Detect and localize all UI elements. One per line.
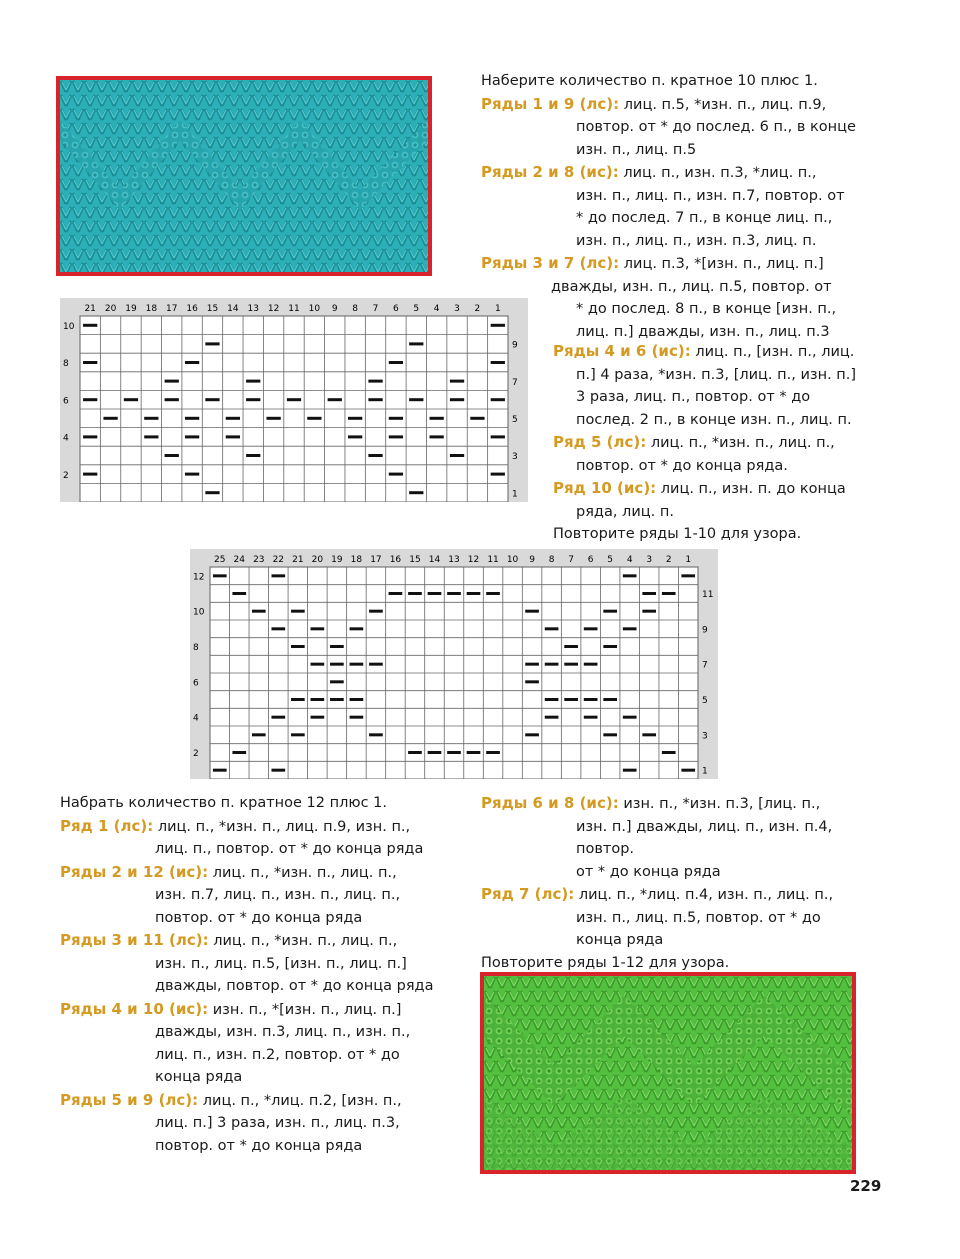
chart-column-label: 9: [331, 304, 338, 314]
purl-mark: [467, 592, 481, 595]
chart-row-label: 6: [63, 396, 69, 407]
chart-column-label: 6: [587, 555, 594, 565]
chart-column-label: 14: [428, 555, 441, 565]
chart-column-label: 15: [409, 555, 421, 565]
pattern2-repeat: Повторите ряды 1-12 для узора.: [481, 954, 730, 971]
purl-mark: [83, 398, 97, 401]
purl-mark: [291, 698, 305, 701]
pattern2-instructions-right: [481, 792, 833, 974]
chart-column-label: 15: [206, 304, 219, 314]
purl-mark: [491, 435, 505, 438]
chart-column-label: 3: [646, 555, 653, 565]
row-label: Ряды 6 и 8 (ис):: [481, 794, 619, 812]
chart-column-label: 23: [253, 555, 265, 565]
pattern1-row-1-9: [481, 93, 856, 162]
purl-mark: [350, 716, 364, 719]
chart-row-label: 1: [702, 766, 708, 777]
purl-mark: [330, 680, 344, 683]
purl-mark: [525, 610, 539, 613]
pattern1-cast-on: Наберите количество п. кратное 10 плюс 1.: [481, 73, 818, 89]
row-text: лиц. п.] дважды, изн. п., лиц. п.3: [576, 323, 830, 340]
purl-mark: [584, 627, 598, 630]
purl-mark: [232, 751, 246, 754]
purl-mark: [271, 574, 285, 577]
purl-mark: [564, 663, 578, 666]
chart-column-label: 18: [145, 304, 158, 314]
purl-mark: [450, 380, 464, 383]
purl-mark: [226, 435, 240, 438]
row-text: лиц. п.3, *[изн. п., лиц. п.]: [623, 256, 824, 272]
row-text: изн. п., *изн. п.3, [лиц. п.,: [623, 796, 821, 812]
chart-column-label: 21: [84, 304, 96, 314]
purl-mark: [350, 698, 364, 701]
purl-mark: [205, 491, 219, 494]
purl-mark: [545, 698, 559, 701]
purl-mark: [662, 592, 676, 595]
swatch-photo-green: [480, 972, 856, 1174]
purl-mark: [603, 698, 617, 701]
purl-mark: [350, 663, 364, 666]
row-text: лиц. п., *лиц. п.4, изн. п., лиц. п.,: [578, 887, 834, 903]
row-text: дважды, повтор. от * до конца ряда: [155, 978, 434, 994]
row-text: изн. п., лиц. п.5, повтор. от * до: [576, 909, 821, 926]
row-text: изн. п., лиц. п.5, [изн. п., лиц. п.]: [155, 955, 407, 972]
row-label: Ряды 4 и 6 (ис):: [553, 342, 691, 360]
chart-column-label: 5: [413, 304, 420, 314]
purl-mark: [291, 610, 305, 613]
swatch-photo-blue: [56, 76, 432, 276]
chart-column-label: 7: [372, 304, 379, 314]
row-text: лиц. п., изн. п.3, *лиц. п.,: [623, 165, 817, 181]
chart-column-label: 12: [267, 304, 280, 314]
purl-mark: [368, 380, 382, 383]
purl-mark: [409, 398, 423, 401]
purl-mark: [330, 698, 344, 701]
purl-mark: [545, 663, 559, 666]
purl-mark: [330, 663, 344, 666]
purl-mark: [83, 435, 97, 438]
row-text: * до послед. 7 п., в конце лиц. п.,: [576, 210, 833, 226]
purl-mark: [642, 733, 656, 736]
purl-mark: [491, 473, 505, 476]
purl-mark: [450, 454, 464, 457]
purl-mark: [408, 751, 422, 754]
pattern2-row-2-12: [60, 861, 433, 930]
chart-column-label: 3: [454, 304, 460, 314]
purl-mark: [368, 454, 382, 457]
chart-row-label: 2: [193, 749, 199, 760]
purl-mark: [271, 769, 285, 772]
purl-mark: [642, 592, 656, 595]
row-label: Ряды 5 и 9 (лс):: [60, 1090, 199, 1109]
purl-mark: [246, 380, 260, 383]
pattern1-repeat: Повторите ряды 1-10 для узора.: [553, 526, 802, 542]
chart-column-label: 19: [125, 304, 137, 314]
purl-mark: [266, 417, 280, 420]
purl-mark: [408, 592, 422, 595]
purl-mark: [584, 716, 598, 719]
purl-mark: [311, 663, 325, 666]
purl-mark: [486, 751, 500, 754]
pattern1-instructions-cont: [553, 340, 856, 546]
row-label: Ряды 3 и 11 (лс):: [60, 931, 209, 949]
purl-mark: [83, 473, 97, 476]
purl-mark: [564, 698, 578, 701]
purl-mark: [369, 733, 383, 736]
chart-column-label: 1: [494, 304, 501, 314]
chart-column-label: 20: [104, 304, 117, 314]
chart-column-label: 11: [288, 304, 300, 314]
row-text: лиц. п., *изн. п., лиц. п.,: [212, 864, 397, 881]
row-text: дважды, изн. п., лиц. п.5, повтор. от: [551, 278, 832, 295]
purl-mark: [350, 627, 364, 630]
purl-mark: [409, 491, 423, 494]
purl-mark: [369, 663, 383, 666]
chart1-grid: [60, 298, 528, 502]
row-text: лиц. п.5, *изн. п., лиц. п.9,: [623, 96, 827, 113]
chart-column-label: 8: [548, 555, 555, 565]
row-text: изн. п., *[изн. п., лиц. п.]: [212, 1001, 402, 1018]
chart-column-label: 24: [233, 555, 246, 565]
purl-mark: [368, 398, 382, 401]
purl-mark: [252, 733, 266, 736]
chart-pattern-1: [60, 298, 528, 502]
chart-column-label: 12: [467, 555, 480, 565]
row-text: лиц. п., повтор. от * до конца ряда: [155, 841, 424, 857]
purl-mark: [584, 663, 598, 666]
purl-mark: [311, 627, 325, 630]
chart-row-label: 10: [193, 607, 205, 618]
chart-row-label: 5: [512, 415, 518, 426]
purl-mark: [525, 733, 539, 736]
purl-mark: [124, 398, 138, 401]
purl-mark: [83, 324, 97, 327]
purl-mark: [584, 698, 598, 701]
purl-mark: [348, 417, 362, 420]
purl-mark: [447, 592, 461, 595]
purl-mark: [525, 663, 539, 666]
pattern1-row-2-8: [481, 161, 856, 252]
row-text: повтор. от * до конца ряда.: [576, 457, 788, 474]
chart-row-label: 6: [193, 678, 199, 689]
purl-mark: [144, 417, 158, 420]
purl-mark: [545, 716, 559, 719]
pattern2-cast-on: Набрать количество п. кратное 12 плюс 1.: [60, 795, 387, 811]
chart-row-label: 11: [702, 590, 714, 601]
purl-mark: [486, 592, 500, 595]
row-text: изн. п.] дважды, лиц. п., изн. п.4,: [576, 818, 833, 835]
purl-mark: [428, 751, 442, 754]
row-text: изн. п., лиц. п., изн. п.7, повтор. от: [576, 187, 845, 204]
row-text: * до послед. 8 п., в конце [изн. п.,: [576, 301, 837, 317]
chart-column-label: 4: [626, 555, 633, 565]
purl-mark: [271, 716, 285, 719]
purl-mark: [545, 627, 559, 630]
purl-mark: [389, 435, 403, 438]
purl-mark: [389, 592, 403, 595]
purl-mark: [144, 435, 158, 438]
purl-mark: [232, 592, 246, 595]
row-text: лиц. п., изн. п. до конца: [660, 481, 846, 497]
purl-mark: [389, 361, 403, 364]
purl-mark: [226, 417, 240, 420]
chart-column-label: 5: [607, 555, 614, 565]
purl-mark: [681, 769, 695, 772]
chart-row-label: 10: [63, 322, 75, 333]
chart-column-label: 19: [331, 555, 343, 565]
purl-mark: [246, 398, 260, 401]
purl-mark: [430, 435, 444, 438]
row-label: Ряды 2 и 12 (ис):: [60, 862, 209, 881]
chart-row-label: 5: [702, 696, 708, 707]
row-text: повтор. от * до конца ряда: [155, 909, 363, 926]
purl-mark: [330, 645, 344, 648]
chart-column-label: 18: [350, 555, 363, 565]
purl-mark: [185, 417, 199, 420]
chart-row-label: 2: [63, 470, 69, 481]
chart-row-label: 7: [512, 377, 518, 388]
pattern1-row-5: [553, 431, 856, 477]
row-text: повтор.: [576, 841, 635, 857]
pattern2-row-5-9: [60, 1089, 433, 1158]
chart-column-label: 13: [247, 304, 259, 314]
row-label: Ряд 5 (лс):: [553, 433, 647, 451]
purl-mark: [287, 398, 301, 401]
row-label: Ряд 1 (лс):: [60, 816, 154, 835]
purl-mark: [470, 417, 484, 420]
chart-column-label: 25: [214, 555, 226, 565]
purl-mark: [623, 716, 637, 719]
row-label: Ряды 1 и 9 (лс):: [481, 94, 620, 113]
purl-mark: [348, 435, 362, 438]
purl-mark: [681, 574, 695, 577]
pattern2-row-7: [481, 883, 833, 952]
chart-column-label: 10: [506, 555, 519, 565]
pattern1-row-10: [553, 477, 856, 523]
pattern2-row-1: [60, 815, 433, 861]
chart-row-label: 8: [63, 359, 69, 370]
purl-mark: [623, 574, 637, 577]
chart-column-label: 11: [487, 555, 499, 565]
purl-mark: [271, 627, 285, 630]
chart-column-label: 7: [568, 555, 574, 565]
chart-column-label: 10: [308, 304, 321, 314]
purl-mark: [389, 473, 403, 476]
chart-column-label: 8: [352, 304, 359, 314]
chart-column-label: 9: [529, 555, 535, 565]
purl-mark: [450, 398, 464, 401]
purl-mark: [328, 398, 342, 401]
chart-column-label: 17: [165, 304, 178, 314]
purl-mark: [603, 733, 617, 736]
row-text: дважды, изн. п.3, лиц. п., изн. п.,: [155, 1024, 411, 1040]
chart-column-label: 22: [272, 555, 285, 565]
purl-mark: [623, 627, 637, 630]
pattern2-row-3-11: [60, 929, 433, 998]
purl-mark: [467, 751, 481, 754]
purl-mark: [307, 417, 321, 420]
chart-column-label: 2: [665, 555, 672, 565]
purl-mark: [213, 574, 227, 577]
chart-row-label: 7: [702, 660, 708, 671]
purl-mark: [447, 751, 461, 754]
chart-row-label: 12: [193, 572, 205, 583]
chart-pattern-2: [190, 549, 718, 779]
row-text: конца ряда: [155, 1069, 243, 1085]
purl-mark: [185, 473, 199, 476]
row-text: изн. п., лиц. п., изн. п.3, лиц. п.: [576, 232, 817, 249]
row-text: изн. п., лиц. п.5: [576, 141, 697, 158]
purl-mark: [165, 454, 179, 457]
purl-mark: [291, 645, 305, 648]
chart-row-label: 9: [512, 340, 518, 351]
purl-mark: [185, 435, 199, 438]
chart-column-label: 13: [448, 555, 460, 565]
row-label: Ряды 3 и 7 (лс):: [481, 254, 620, 272]
row-text: лиц. п., *изн. п., лиц. п.9, изн. п.,: [157, 818, 411, 835]
page-number: 229: [850, 1177, 882, 1195]
chart-row-label: 3: [702, 731, 708, 742]
pattern2-row-4-10: [60, 998, 433, 1089]
chart-column-label: 6: [393, 304, 399, 314]
pattern1-instructions: [481, 70, 856, 343]
purl-mark: [165, 380, 179, 383]
pattern1-row-3-7: [481, 252, 856, 343]
purl-mark: [603, 610, 617, 613]
chart-column-label: 16: [389, 555, 402, 565]
row-text: послед. 2 п., в конце изн. п., лиц. п.: [576, 411, 852, 428]
row-text: лиц. п., *изн. п., лиц. п.,: [650, 435, 835, 451]
purl-mark: [491, 398, 505, 401]
purl-mark: [311, 716, 325, 719]
purl-mark: [428, 592, 442, 595]
purl-mark: [83, 361, 97, 364]
purl-mark: [409, 342, 423, 345]
purl-mark: [491, 361, 505, 364]
purl-mark: [213, 769, 227, 772]
purl-mark: [291, 733, 305, 736]
chart-column-label: 14: [227, 304, 239, 314]
row-text: повтор. от * до послед. 6 п., в конце: [576, 119, 856, 135]
purl-mark: [564, 645, 578, 648]
purl-mark: [311, 698, 325, 701]
purl-mark: [165, 398, 179, 401]
purl-mark: [252, 610, 266, 613]
chart-row-label: 4: [193, 713, 199, 724]
chart-row-label: 8: [193, 643, 199, 654]
row-text: лиц. п., *изн. п., лиц. п.,: [213, 933, 398, 949]
chart-row-label: 1: [512, 489, 518, 500]
row-label: Ряд 10 (ис):: [553, 479, 657, 497]
purl-mark: [389, 417, 403, 420]
blue-knit-texture: [60, 80, 428, 272]
purl-mark: [491, 324, 505, 327]
row-text: изн. п.7, лиц. п., изн. п., лиц. п.,: [155, 887, 401, 903]
pattern2-instructions-left: [60, 792, 433, 1157]
chart-column-label: 1: [685, 555, 692, 565]
row-text: п.] 4 раза, *изн. п.3, [лиц. п., изн. п.]: [576, 366, 857, 383]
purl-mark: [642, 610, 656, 613]
purl-mark: [662, 751, 676, 754]
row-label: Ряды 2 и 8 (ис):: [481, 163, 619, 181]
row-label: Ряд 7 (лс):: [481, 885, 575, 903]
chart-column-label: 20: [311, 555, 324, 565]
pattern1-row-4-6: [553, 340, 856, 431]
pattern2-row-6-8: [481, 792, 833, 883]
row-text: лиц. п., изн. п.2, повтор. от * до: [155, 1046, 400, 1063]
chart2-grid: [190, 549, 718, 779]
chart-row-label: 3: [512, 452, 518, 463]
chart-column-label: 2: [474, 304, 481, 314]
row-text: ряда, лиц. п.: [576, 503, 674, 520]
row-text: повтор. от * до конца ряда: [155, 1137, 363, 1154]
row-text: 3 раза, лиц. п., повтор. от * до: [576, 389, 811, 405]
row-label: Ряды 4 и 10 (ис):: [60, 999, 209, 1018]
purl-mark: [430, 417, 444, 420]
green-knit-texture: [484, 976, 852, 1170]
chart-column-label: 17: [370, 555, 382, 565]
row-text: конца ряда: [576, 932, 664, 948]
purl-mark: [603, 645, 617, 648]
purl-mark: [525, 680, 539, 683]
chart-column-label: 16: [186, 304, 198, 314]
chart-column-label: 4: [433, 304, 440, 314]
row-text: лиц. п., *лиц. п.2, [изн. п.,: [202, 1092, 402, 1109]
purl-mark: [369, 610, 383, 613]
purl-mark: [205, 342, 219, 345]
purl-mark: [246, 454, 260, 457]
chart-row-label: 4: [63, 433, 69, 444]
row-text: от * до конца ряда: [576, 863, 721, 880]
purl-mark: [103, 417, 117, 420]
row-text: лиц. п.] 3 раза, изн. п., лиц. п.3,: [155, 1115, 400, 1131]
purl-mark: [185, 361, 199, 364]
chart-row-label: 9: [702, 625, 708, 636]
chart-column-label: 21: [292, 555, 304, 565]
purl-mark: [205, 398, 219, 401]
row-text: лиц. п., [изн. п., лиц.: [695, 344, 855, 360]
purl-mark: [623, 769, 637, 772]
